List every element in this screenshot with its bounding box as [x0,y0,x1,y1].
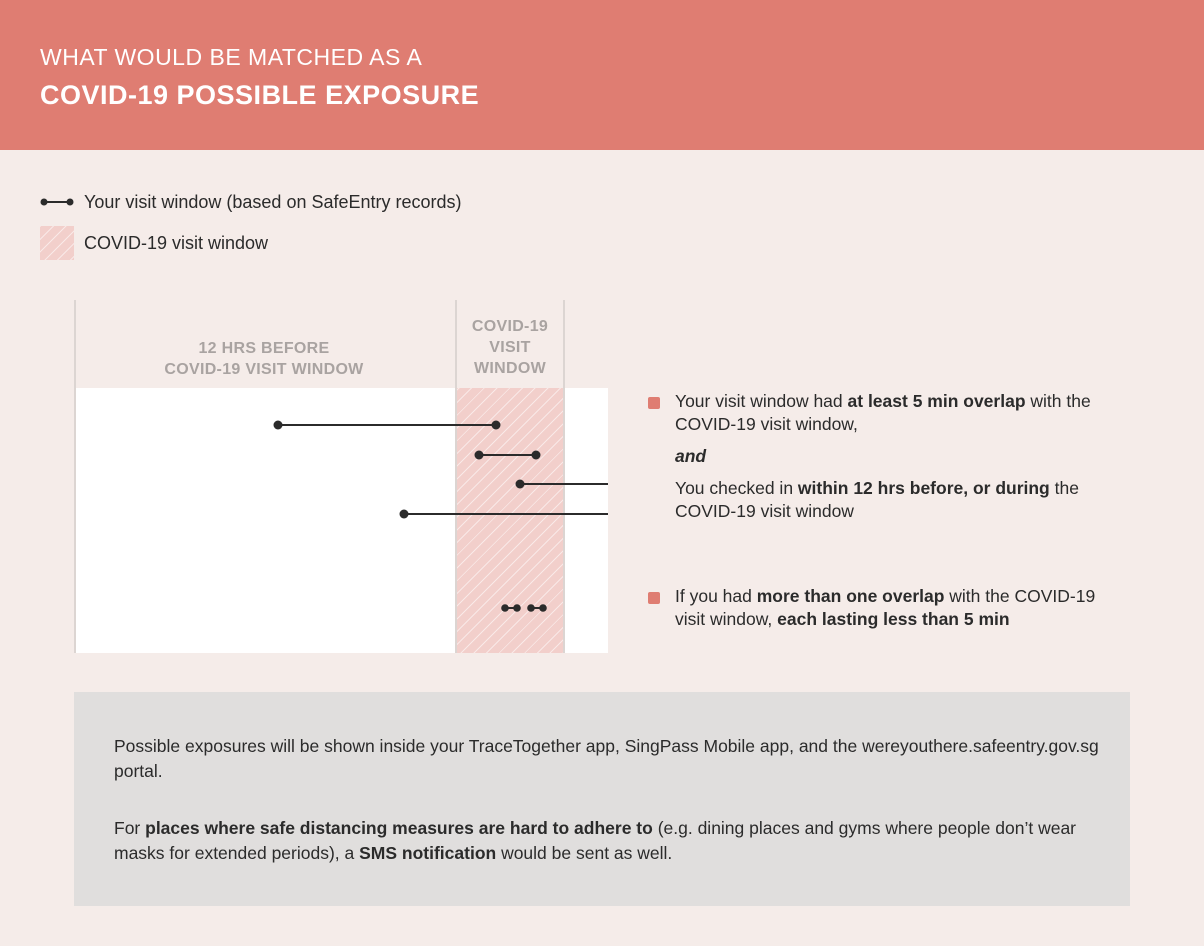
criterion-2 [675,585,1125,631]
legend-covid-window [40,226,268,260]
criterion-2-emphasis-b: each lasting less than 5 min [777,609,1010,629]
info-box [74,692,1130,906]
info-paragraph-1: Possible exposures will be shown inside your TraceTogether app, SingPass Mobile app, and the wereyouthere.safeentry.gov.sg portal. [114,736,1099,781]
criterion-1-emphasis-b: within 12 hrs before, or during [797,478,1050,498]
criterion-2-text-b: with the COVID-19 visit window, [675,586,1096,629]
header-title-line2: COVID-19 POSSIBLE EXPOSURE [40,80,480,110]
criterion-1-text-b: with the COVID-19 visit window, [675,391,1091,434]
criterion-1-connector: and [675,446,707,466]
criterion-2-emphasis-a: more than one overlap [756,586,945,606]
criterion-1-bullet-icon [648,397,660,409]
visit-4 [400,510,609,519]
visit-1 [274,421,501,430]
covid-window-swatch-icon [40,226,74,260]
criterion-1-emphasis-a: at least 5 min overlap [847,391,1026,411]
criterion-1-text-c: You checked in [675,478,798,498]
info-paragraph-2-text-c: would be sent as well. [496,843,673,863]
legend-covid-window-label: COVID-19 visit window [84,232,269,253]
info-paragraph-2-text-b: (e.g. dining places and gyms where people don’t wear masks for extended periods), a [114,818,1076,863]
column-header-window-line2: VISIT [489,339,531,356]
criterion-1-text-a: Your visit window had [675,391,848,411]
criterion-1 [675,390,1145,436]
visit-2 [475,451,541,460]
legend-visit-window-label: Your visit window (based on SafeEntry records) [84,191,462,212]
header-banner [0,0,1204,150]
timeline-diagram [74,300,608,653]
visit-3 [516,480,609,489]
criterion-2-text-a: If you had [675,586,757,606]
info-paragraph-2-text-a: For [114,818,146,838]
visit-short-2 [527,604,547,612]
column-header-window-line1: COVID-19 [471,318,549,335]
column-header-window-line3: WINDOW [473,360,546,377]
column-header-before-line2: COVID-19 VISIT WINDOW [164,361,364,378]
info-paragraph-2-emphasis-b: SMS notification [359,843,497,863]
criterion-1-part-2 [675,477,1145,523]
info-paragraph-2-emphasis-a: places where safe distancing measures are hard to adhere to [145,818,653,838]
visit-short-1 [501,604,521,612]
criterion-1-text-d: the COVID-19 visit window [675,478,1079,521]
criterion-2-bullet-icon [648,592,660,604]
visit-windows [74,300,608,653]
info-paragraph-2 [114,816,1104,866]
legend-visit-window [40,185,462,219]
column-header-before-line1: 12 HRS BEFORE [198,340,330,357]
header-title-line1: WHAT WOULD BE MATCHED AS A [40,44,423,70]
visit-window-line-icon [40,197,74,207]
